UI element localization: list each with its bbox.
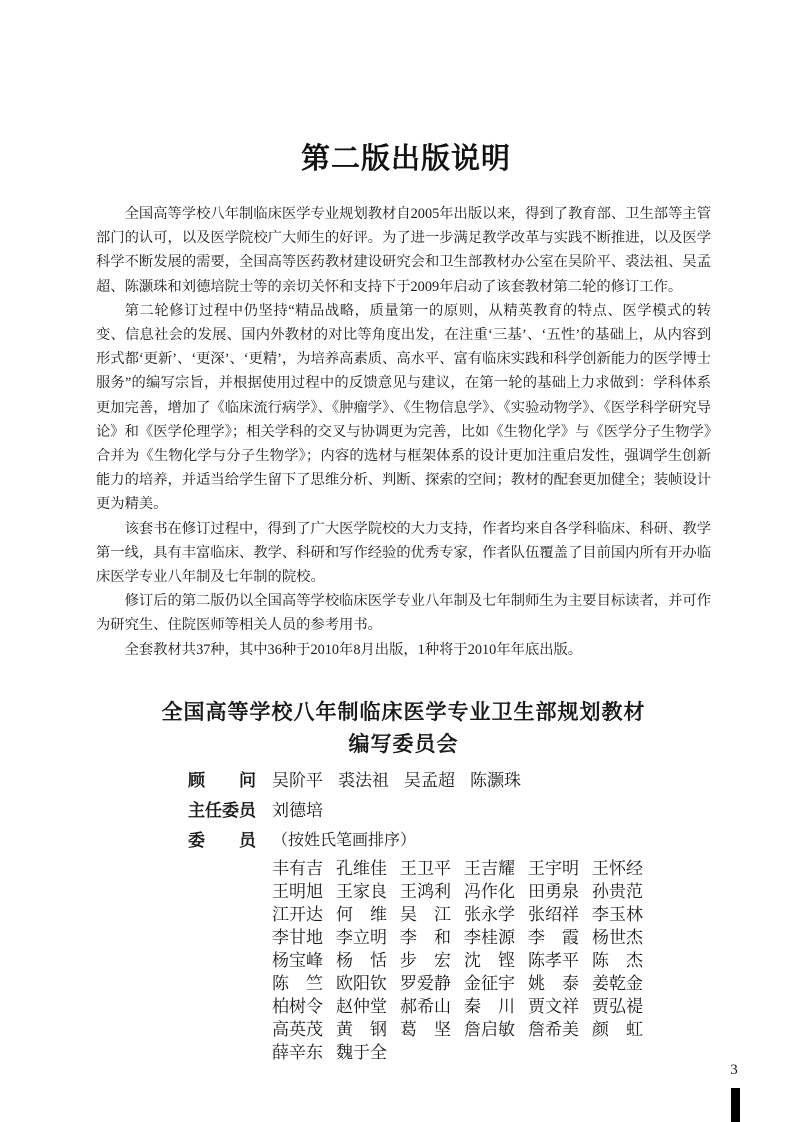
member-name: 王卫平 bbox=[400, 859, 451, 878]
member-name: 王吉耀 bbox=[464, 859, 515, 878]
member-name: 陈孝平 bbox=[528, 951, 579, 970]
member-name: 魏于全 bbox=[336, 1043, 387, 1062]
page-edge-mark bbox=[731, 1088, 740, 1122]
advisor-name: 裘法祖 bbox=[338, 771, 389, 790]
committee-roster bbox=[96, 766, 711, 856]
member-name: 詹希美 bbox=[528, 1020, 579, 1039]
chair-name: 刘德培 bbox=[272, 801, 323, 820]
member-name: 欧阳钦 bbox=[336, 974, 387, 993]
member-name: 李玉林 bbox=[592, 905, 643, 924]
member-name: 颜 虹 bbox=[592, 1020, 643, 1039]
committee-title bbox=[96, 696, 711, 760]
member-sort-note: （按姓氏笔画排序） bbox=[272, 832, 417, 849]
member-name: 李 和 bbox=[400, 928, 451, 947]
member-name: 王宇明 bbox=[528, 859, 579, 878]
member-name: 孙贵范 bbox=[592, 882, 643, 901]
member-name: 田勇泉 bbox=[528, 882, 579, 901]
member-name: 贾文祥 bbox=[528, 997, 579, 1016]
member-name: 吴 江 bbox=[400, 905, 451, 924]
member-name: 罗爱静 bbox=[400, 974, 451, 993]
advisor-row bbox=[96, 766, 711, 796]
advisor-names bbox=[272, 766, 536, 796]
member-name: 贾弘禔 bbox=[592, 997, 643, 1016]
member-name: 高英茂 bbox=[272, 1020, 323, 1039]
member-name: 沈 铿 bbox=[464, 951, 515, 970]
member-name: 王怀经 bbox=[592, 859, 643, 878]
members-grid bbox=[272, 857, 711, 1064]
member-name: 陈 杰 bbox=[592, 951, 643, 970]
member-name: 陈 竺 bbox=[272, 974, 323, 993]
page-number: 3 bbox=[730, 1062, 738, 1078]
paragraph-4: 修订后的第二版仍以全国高等学校临床医学专业八年制及七年制师生为主要目标读者，并可作为研究生、住院医师等相关人员的参考用书。 bbox=[96, 593, 711, 634]
member-name: 王鸿利 bbox=[400, 882, 451, 901]
member-name: 张绍祥 bbox=[528, 905, 579, 924]
member-name: 李 霞 bbox=[528, 928, 579, 947]
member-name: 郝希山 bbox=[400, 997, 451, 1016]
member-name: 步 宏 bbox=[400, 951, 451, 970]
chair-label: 主任委员 bbox=[188, 801, 256, 820]
member-name: 丰有吉 bbox=[272, 859, 323, 878]
member-row bbox=[96, 826, 711, 856]
member-name: 姜乾金 bbox=[592, 974, 643, 993]
member-name: 王明旭 bbox=[272, 882, 323, 901]
member-name: 葛 坚 bbox=[400, 1020, 451, 1039]
chair-row bbox=[96, 796, 711, 826]
member-name: 杨世杰 bbox=[592, 928, 643, 947]
member-name: 柏树令 bbox=[272, 997, 323, 1016]
member-name: 何 维 bbox=[336, 905, 387, 924]
member-label: 委 员 bbox=[188, 831, 256, 850]
paragraph-3: 该套书在修订过程中，得到了广大医学院校的大力支持，作者均来自各学科临床、科研、教学第一线，具有丰富临床、教学、科研和写作经验的优秀专家，作者队伍覆盖了目前国内所有开办临床医学专业八年制及七年制的院校。 bbox=[96, 520, 711, 586]
member-name: 王家良 bbox=[336, 882, 387, 901]
committee-section bbox=[96, 696, 711, 1064]
committee-title-line1: 全国高等学校八年制临床医学专业卫生部规划教材 bbox=[161, 700, 646, 724]
member-name: 李立明 bbox=[336, 928, 387, 947]
member-name: 杨宝峰 bbox=[272, 951, 323, 970]
paragraph-1: 全国高等学校八年制临床医学专业规划教材自2005年出版以来，得到了教育部、卫生部等主管部门的认可，以及医学院校广大师生的好评。为了进一步满足教学改革与实践不断推进，以及医学科学不断发展的需要，全国高等医药教材建设研究会和卫生部教材办公室在吴阶平、裘法祖、吴孟超、陈灏珠和刘德培院士等的亲切关怀和支持下于2009年启动了该套教材第二轮的修订工作。 bbox=[96, 206, 711, 295]
member-name: 冯作化 bbox=[464, 882, 515, 901]
advisor-name: 吴孟超 bbox=[404, 771, 455, 790]
paragraph-5: 全套教材共37种，其中36种于2010年8月出版，1种将于2010年年底出版。 bbox=[124, 641, 583, 658]
member-name: 江开达 bbox=[272, 905, 323, 924]
member-name: 詹启敏 bbox=[464, 1020, 515, 1039]
page-title: 第二版出版说明 bbox=[300, 143, 511, 175]
member-name: 黄 钢 bbox=[336, 1020, 387, 1039]
member-name: 李甘地 bbox=[272, 928, 323, 947]
member-name: 赵仲堂 bbox=[336, 997, 387, 1016]
advisor-name: 吴阶平 bbox=[272, 771, 323, 790]
paragraph-2: 第二轮修订过程中仍坚持“精品战略，质量第一的原则，从精英教育的特点、医学模式的转变、信息社会的发展、国内外教材的对比等角度出发，在注重‘三基’、‘五性’的基础上，从内容到形式都‘更新’、‘更深’、‘更精’，为培养高素质、高水平、富有临床实践和科学创新能力的医学博士服务”的编写宗旨，并根据使用过程中的反馈意见与建议，在第一轮的基础上力求做到：学科体系更加完善，增加了《临床流行病学》、《肿瘤学》、《生物信息学》、《实验动物学》、《医学科学研究导论》和《医学伦理学》；相关学科的交叉与协调更为完善，比如《生物化学》与《医学分子生物学》合并为《生物化学与分子生物学》；内容的选材与框架体系的设计更加注重启发性，强调学生创新能力的培养，并适当给学生留下了思维分析、判断、探索的空间；教材的配套更加健全；装帧设计更为精美。 bbox=[96, 302, 711, 513]
advisor-name: 陈灏珠 bbox=[470, 771, 521, 790]
member-name: 张永学 bbox=[464, 905, 515, 924]
member-name: 杨 恬 bbox=[336, 951, 387, 970]
member-name: 秦 川 bbox=[464, 997, 515, 1016]
member-name: 薛辛东 bbox=[272, 1043, 323, 1062]
member-name: 姚 泰 bbox=[528, 974, 579, 993]
member-name: 孔维佳 bbox=[336, 859, 387, 878]
advisor-label: 顾 问 bbox=[188, 771, 256, 790]
member-name: 金征宇 bbox=[464, 974, 515, 993]
body-text bbox=[96, 202, 711, 662]
member-name: 李桂源 bbox=[464, 928, 515, 947]
committee-title-line2: 编写委员会 bbox=[348, 732, 459, 756]
